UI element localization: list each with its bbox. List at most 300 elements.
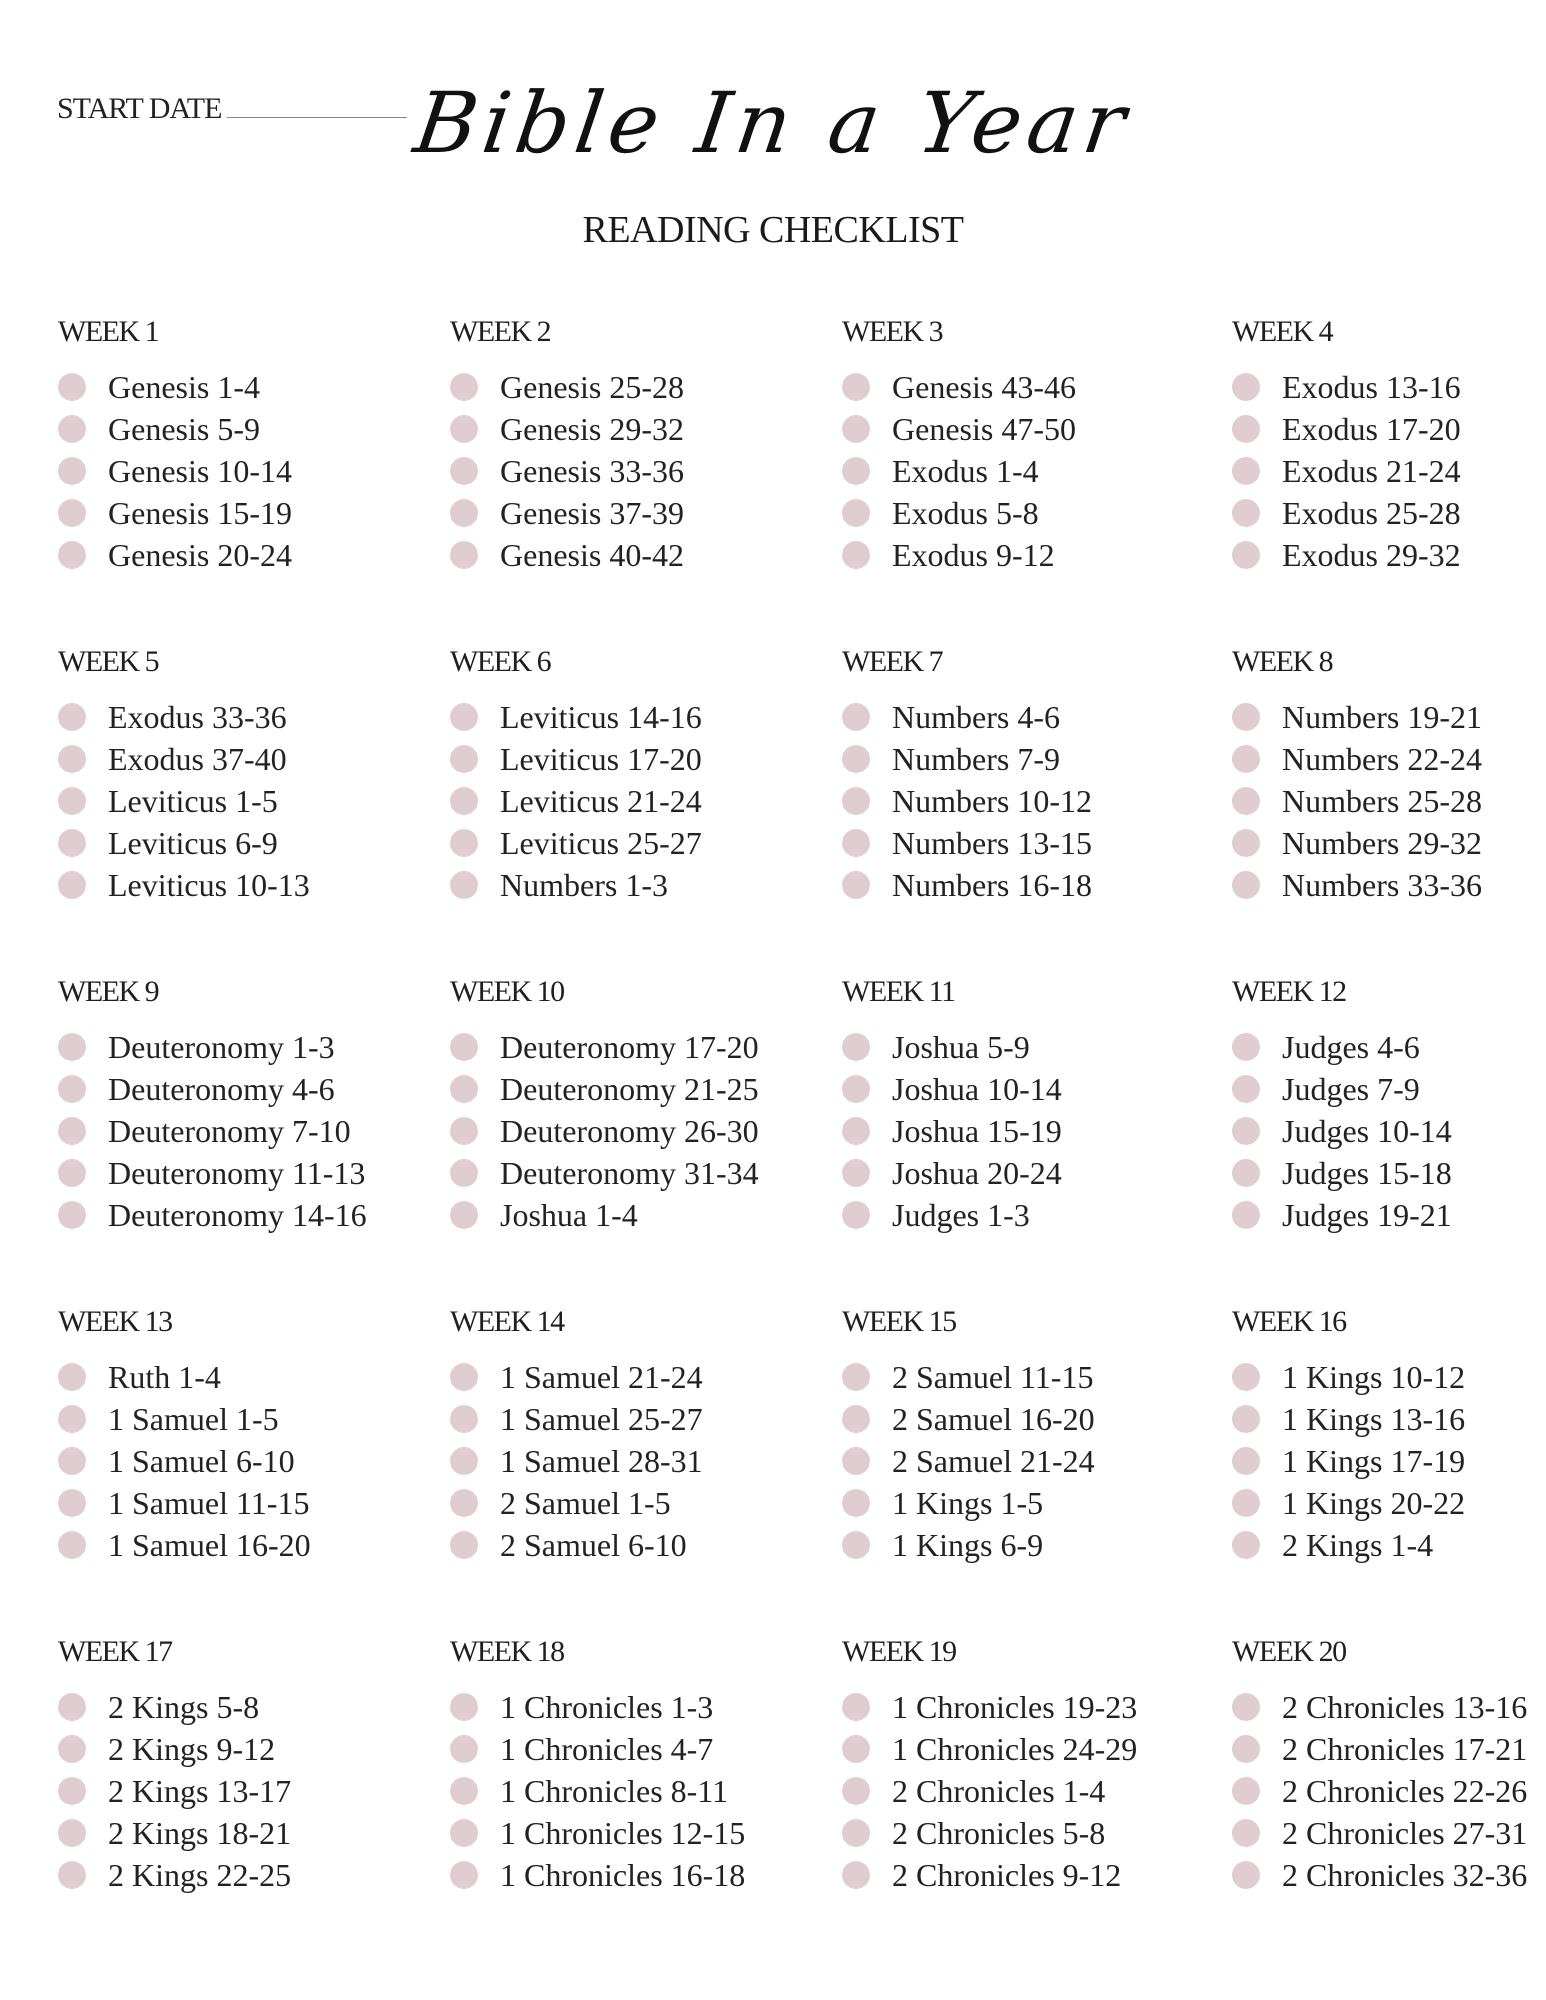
reading-item — [1232, 1194, 1528, 1236]
reading-item — [450, 1524, 842, 1566]
page-title: Bible In a Year — [408, 74, 1138, 172]
reading-label: 2 Samuel 21-24 — [892, 1442, 1095, 1479]
reading-label: Leviticus 6-9 — [108, 824, 278, 861]
week-block — [58, 1302, 450, 1632]
reading-label: 2 Chronicles 32-36 — [1282, 1856, 1528, 1893]
reading-label: Numbers 1-3 — [500, 866, 668, 903]
reading-item — [842, 1440, 1232, 1482]
reading-item — [58, 1482, 450, 1524]
reading-checkbox[interactable] — [842, 1735, 870, 1763]
reading-label: Numbers 29-32 — [1282, 824, 1482, 861]
week-title: WEEK 3 — [842, 315, 943, 348]
reading-checkbox[interactable] — [58, 1033, 86, 1061]
reading-checkbox[interactable] — [1232, 1693, 1260, 1721]
reading-checkbox[interactable] — [58, 1693, 86, 1721]
reading-label: Numbers 19-21 — [1282, 698, 1482, 735]
reading-item — [450, 1152, 842, 1194]
reading-item — [842, 1356, 1232, 1398]
reading-item — [1232, 864, 1528, 906]
reading-checkbox[interactable] — [58, 829, 86, 857]
week-title: WEEK 8 — [1232, 645, 1333, 678]
reading-checkbox[interactable] — [1232, 499, 1260, 527]
reading-checkbox[interactable] — [842, 1489, 870, 1517]
reading-item — [58, 1398, 450, 1440]
reading-checkbox[interactable] — [450, 787, 478, 815]
reading-item — [1232, 1356, 1528, 1398]
reading-checkbox[interactable] — [842, 541, 870, 569]
reading-label: 2 Kings 9-12 — [108, 1730, 276, 1767]
reading-label: 1 Chronicles 8-11 — [500, 1772, 729, 1809]
reading-item — [1232, 534, 1528, 576]
reading-item — [1232, 1854, 1528, 1896]
reading-checkbox[interactable] — [1232, 373, 1260, 401]
reading-label: 1 Samuel 16-20 — [108, 1526, 311, 1563]
reading-label: Genesis 37-39 — [500, 494, 684, 531]
reading-item — [58, 738, 450, 780]
reading-label: Exodus 21-24 — [1282, 452, 1461, 489]
reading-label: Genesis 10-14 — [108, 452, 292, 489]
reading-item — [450, 1854, 842, 1896]
reading-item — [842, 1194, 1232, 1236]
reading-label: 2 Chronicles 13-16 — [1282, 1688, 1528, 1725]
reading-label: 1 Chronicles 24-29 — [892, 1730, 1138, 1767]
reading-item — [842, 1068, 1232, 1110]
reading-label: Genesis 1-4 — [108, 368, 260, 405]
reading-checkbox[interactable] — [1232, 1363, 1260, 1391]
reading-item — [58, 1194, 450, 1236]
reading-checkbox[interactable] — [58, 1489, 86, 1517]
week-title: WEEK 9 — [58, 975, 159, 1008]
reading-item — [58, 780, 450, 822]
reading-checkbox[interactable] — [450, 1447, 478, 1475]
reading-checkbox[interactable] — [842, 1075, 870, 1103]
reading-checkbox[interactable] — [842, 1693, 870, 1721]
reading-item — [842, 1152, 1232, 1194]
reading-checkbox[interactable] — [1232, 1201, 1260, 1229]
reading-checkbox[interactable] — [1232, 787, 1260, 815]
reading-label: 2 Kings 18-21 — [108, 1814, 292, 1851]
reading-label: 1 Chronicles 19-23 — [892, 1688, 1138, 1725]
reading-checkbox[interactable] — [842, 1159, 870, 1187]
week-block — [842, 1302, 1232, 1632]
reading-checkbox[interactable] — [58, 415, 86, 443]
reading-label: 1 Kings 13-16 — [1282, 1400, 1466, 1437]
reading-label: Deuteronomy 11-13 — [108, 1154, 366, 1191]
reading-checkbox[interactable] — [842, 1201, 870, 1229]
reading-item — [58, 534, 450, 576]
reading-checkbox[interactable] — [842, 373, 870, 401]
reading-checkbox[interactable] — [1232, 1075, 1260, 1103]
reading-item — [58, 1770, 450, 1812]
reading-label: Leviticus 10-13 — [108, 866, 310, 903]
reading-checkbox[interactable] — [1232, 1159, 1260, 1187]
reading-item — [1232, 1728, 1528, 1770]
reading-label: Leviticus 1-5 — [108, 782, 278, 819]
reading-label: 2 Samuel 1-5 — [500, 1484, 671, 1521]
reading-item — [1232, 696, 1528, 738]
week-title: WEEK 11 — [842, 975, 955, 1008]
reading-label: 1 Kings 10-12 — [1282, 1358, 1466, 1395]
reading-item — [1232, 1812, 1528, 1854]
reading-label: Genesis 29-32 — [500, 410, 684, 447]
reading-item — [450, 1026, 842, 1068]
reading-label: Leviticus 25-27 — [500, 824, 702, 861]
reading-label: Leviticus 21-24 — [500, 782, 702, 819]
week-block — [1232, 312, 1528, 642]
reading-item — [450, 492, 842, 534]
week-title: WEEK 15 — [842, 1305, 956, 1338]
reading-checkbox[interactable] — [450, 373, 478, 401]
reading-checkbox[interactable] — [1232, 1447, 1260, 1475]
reading-checkbox[interactable] — [450, 499, 478, 527]
reading-checkbox[interactable] — [450, 1117, 478, 1145]
week-title: WEEK 14 — [450, 1305, 564, 1338]
reading-checkbox[interactable] — [842, 1405, 870, 1433]
reading-label: Joshua 20-24 — [892, 1154, 1062, 1191]
reading-checkbox[interactable] — [1232, 457, 1260, 485]
reading-item — [450, 366, 842, 408]
reading-item — [58, 1524, 450, 1566]
reading-item — [450, 1440, 842, 1482]
reading-label: 1 Samuel 11-15 — [108, 1484, 310, 1521]
reading-item — [58, 492, 450, 534]
reading-label: 1 Chronicles 4-7 — [500, 1730, 714, 1767]
reading-checkbox[interactable] — [450, 871, 478, 899]
reading-label: 1 Kings 17-19 — [1282, 1442, 1466, 1479]
reading-checkbox[interactable] — [450, 1075, 478, 1103]
reading-checkbox[interactable] — [842, 415, 870, 443]
reading-item — [58, 822, 450, 864]
reading-item — [58, 366, 450, 408]
week-block — [842, 642, 1232, 972]
week-block — [450, 972, 842, 1302]
reading-item — [58, 1356, 450, 1398]
reading-item — [450, 1398, 842, 1440]
reading-checkbox[interactable] — [58, 1363, 86, 1391]
reading-checkbox[interactable] — [842, 787, 870, 815]
reading-checkbox[interactable] — [58, 1075, 86, 1103]
reading-checkbox[interactable] — [450, 1693, 478, 1721]
reading-checkbox[interactable] — [842, 1447, 870, 1475]
reading-checkbox[interactable] — [58, 745, 86, 773]
reading-checkbox[interactable] — [1232, 1489, 1260, 1517]
reading-label: Joshua 10-14 — [892, 1070, 1062, 1107]
reading-label: 1 Chronicles 16-18 — [500, 1856, 746, 1893]
reading-checkbox[interactable] — [842, 1819, 870, 1847]
reading-checkbox[interactable] — [58, 1819, 86, 1847]
reading-label: 2 Chronicles 1-4 — [892, 1772, 1106, 1809]
reading-checkbox[interactable] — [450, 1819, 478, 1847]
reading-checkbox[interactable] — [450, 1201, 478, 1229]
reading-label: Deuteronomy 14-16 — [108, 1196, 367, 1233]
reading-checkbox[interactable] — [842, 1861, 870, 1889]
reading-item — [842, 780, 1232, 822]
reading-label: Exodus 25-28 — [1282, 494, 1461, 531]
reading-label: Genesis 40-42 — [500, 536, 684, 573]
reading-item — [58, 450, 450, 492]
reading-checkbox[interactable] — [58, 703, 86, 731]
reading-item — [58, 1110, 450, 1152]
week-title: WEEK 13 — [58, 1305, 172, 1338]
reading-checkbox[interactable] — [1232, 415, 1260, 443]
reading-label: Numbers 25-28 — [1282, 782, 1482, 819]
reading-checkbox[interactable] — [1232, 745, 1260, 773]
reading-checkbox[interactable] — [58, 1735, 86, 1763]
reading-checkbox[interactable] — [1232, 1405, 1260, 1433]
reading-checkbox[interactable] — [450, 415, 478, 443]
reading-checkbox[interactable] — [1232, 541, 1260, 569]
reading-label: 1 Samuel 21-24 — [500, 1358, 703, 1395]
reading-label: 1 Samuel 1-5 — [108, 1400, 279, 1437]
reading-checkbox[interactable] — [842, 1363, 870, 1391]
reading-checkbox[interactable] — [842, 829, 870, 857]
reading-label: Deuteronomy 4-6 — [108, 1070, 335, 1107]
reading-checkbox[interactable] — [58, 1201, 86, 1229]
reading-checkbox[interactable] — [842, 1777, 870, 1805]
reading-label: Deuteronomy 17-20 — [500, 1028, 759, 1065]
reading-item — [842, 696, 1232, 738]
reading-label: Numbers 10-12 — [892, 782, 1092, 819]
reading-label: Numbers 22-24 — [1282, 740, 1482, 777]
reading-label: 2 Samuel 11-15 — [892, 1358, 1094, 1395]
reading-item — [842, 822, 1232, 864]
reading-checkbox[interactable] — [1232, 829, 1260, 857]
reading-checkbox[interactable] — [58, 1861, 86, 1889]
reading-checkbox[interactable] — [450, 1735, 478, 1763]
reading-item — [58, 1440, 450, 1482]
reading-checkbox[interactable] — [450, 1489, 478, 1517]
reading-checkbox[interactable] — [58, 457, 86, 485]
reading-label: Exodus 29-32 — [1282, 536, 1461, 573]
reading-item — [58, 408, 450, 450]
weeks-grid — [58, 312, 1528, 1962]
reading-item — [842, 492, 1232, 534]
week-block — [58, 312, 450, 642]
week-block — [1232, 972, 1528, 1302]
reading-item — [1232, 1524, 1528, 1566]
reading-label: Judges 1-3 — [892, 1196, 1030, 1233]
reading-checkbox[interactable] — [58, 787, 86, 815]
reading-item — [58, 1854, 450, 1896]
week-block — [1232, 1302, 1528, 1632]
reading-checkbox[interactable] — [450, 1363, 478, 1391]
reading-checkbox[interactable] — [842, 1531, 870, 1559]
reading-label: Genesis 20-24 — [108, 536, 292, 573]
reading-label: Exodus 37-40 — [108, 740, 287, 777]
reading-label: Exodus 13-16 — [1282, 368, 1461, 405]
reading-item — [1232, 1398, 1528, 1440]
reading-checkbox[interactable] — [450, 457, 478, 485]
reading-checkbox[interactable] — [450, 541, 478, 569]
reading-checkbox[interactable] — [58, 1447, 86, 1475]
reading-item — [450, 1194, 842, 1236]
reading-checkbox[interactable] — [1232, 1033, 1260, 1061]
reading-label: Numbers 33-36 — [1282, 866, 1482, 903]
reading-label: Exodus 33-36 — [108, 698, 287, 735]
week-title: WEEK 4 — [1232, 315, 1333, 348]
week-title: WEEK 1 — [58, 315, 159, 348]
reading-item — [58, 1152, 450, 1194]
reading-item — [842, 1812, 1232, 1854]
reading-checkbox[interactable] — [842, 1033, 870, 1061]
reading-item — [1232, 450, 1528, 492]
week-block — [842, 1632, 1232, 1962]
reading-label: 2 Kings 13-17 — [108, 1772, 292, 1809]
reading-item — [450, 1068, 842, 1110]
reading-checkbox[interactable] — [1232, 1117, 1260, 1145]
reading-label: Genesis 15-19 — [108, 494, 292, 531]
week-title: WEEK 18 — [450, 1635, 564, 1668]
reading-label: Joshua 15-19 — [892, 1112, 1062, 1149]
reading-item — [450, 864, 842, 906]
reading-item — [58, 1068, 450, 1110]
reading-checkbox[interactable] — [58, 871, 86, 899]
reading-label: Genesis 5-9 — [108, 410, 260, 447]
reading-item — [842, 534, 1232, 576]
reading-label: Deuteronomy 21-25 — [500, 1070, 759, 1107]
reading-item — [1232, 1440, 1528, 1482]
reading-item — [450, 1728, 842, 1770]
reading-label: Genesis 43-46 — [892, 368, 1076, 405]
reading-checkbox[interactable] — [450, 745, 478, 773]
reading-checkbox[interactable] — [842, 1117, 870, 1145]
reading-item — [1232, 366, 1528, 408]
week-block — [450, 312, 842, 642]
reading-checkbox[interactable] — [450, 1159, 478, 1187]
reading-label: Numbers 16-18 — [892, 866, 1092, 903]
reading-item — [842, 1686, 1232, 1728]
reading-label: Deuteronomy 7-10 — [108, 1112, 351, 1149]
reading-label: Judges 10-14 — [1282, 1112, 1452, 1149]
reading-checkbox[interactable] — [1232, 1777, 1260, 1805]
reading-item — [450, 1686, 842, 1728]
reading-item — [450, 696, 842, 738]
reading-checkbox[interactable] — [450, 1777, 478, 1805]
week-block — [450, 1302, 842, 1632]
reading-item — [58, 1026, 450, 1068]
reading-item — [58, 1812, 450, 1854]
reading-checkbox[interactable] — [1232, 1819, 1260, 1847]
reading-checkbox[interactable] — [1232, 703, 1260, 731]
reading-label: Genesis 25-28 — [500, 368, 684, 405]
reading-item — [450, 1356, 842, 1398]
reading-item — [1232, 408, 1528, 450]
reading-item — [1232, 738, 1528, 780]
reading-item — [450, 450, 842, 492]
week-block — [1232, 642, 1528, 972]
week-block — [58, 1632, 450, 1962]
week-title: WEEK 12 — [1232, 975, 1346, 1008]
reading-item — [842, 1728, 1232, 1770]
reading-checkbox[interactable] — [1232, 1861, 1260, 1889]
reading-label: 2 Chronicles 22-26 — [1282, 1772, 1528, 1809]
week-title: WEEK 6 — [450, 645, 551, 678]
reading-checkbox[interactable] — [450, 703, 478, 731]
week-block — [842, 972, 1232, 1302]
reading-checkbox[interactable] — [842, 745, 870, 773]
reading-label: 2 Samuel 6-10 — [500, 1526, 687, 1563]
reading-item — [450, 1770, 842, 1812]
reading-label: 1 Chronicles 12-15 — [500, 1814, 746, 1851]
reading-item — [450, 1482, 842, 1524]
week-title: WEEK 7 — [842, 645, 943, 678]
reading-checkbox[interactable] — [842, 871, 870, 899]
reading-item — [842, 1854, 1232, 1896]
reading-label: 2 Chronicles 27-31 — [1282, 1814, 1528, 1851]
reading-label: 2 Kings 22-25 — [108, 1856, 292, 1893]
reading-item — [842, 864, 1232, 906]
reading-item — [1232, 1110, 1528, 1152]
reading-label: Exodus 1-4 — [892, 452, 1039, 489]
reading-label: Exodus 17-20 — [1282, 410, 1461, 447]
reading-label: Leviticus 14-16 — [500, 698, 702, 735]
reading-checkbox[interactable] — [58, 1405, 86, 1433]
reading-item — [450, 780, 842, 822]
week-title: WEEK 10 — [450, 975, 564, 1008]
reading-checkbox[interactable] — [450, 1405, 478, 1433]
reading-item — [842, 1524, 1232, 1566]
reading-checkbox[interactable] — [450, 1861, 478, 1889]
reading-checkbox[interactable] — [58, 1531, 86, 1559]
reading-checkbox[interactable] — [58, 541, 86, 569]
reading-label: Deuteronomy 31-34 — [500, 1154, 759, 1191]
reading-label: 1 Samuel 28-31 — [500, 1442, 703, 1479]
reading-item — [842, 1770, 1232, 1812]
reading-checkbox[interactable] — [58, 1159, 86, 1187]
reading-item — [58, 696, 450, 738]
reading-checkbox[interactable] — [842, 499, 870, 527]
reading-label: 2 Chronicles 5-8 — [892, 1814, 1106, 1851]
reading-label: Exodus 5-8 — [892, 494, 1039, 531]
reading-item — [1232, 492, 1528, 534]
start-date-label: START DATE — [57, 92, 222, 125]
reading-label: 1 Kings 20-22 — [1282, 1484, 1466, 1521]
week-title: WEEK 17 — [58, 1635, 172, 1668]
reading-checkbox[interactable] — [58, 499, 86, 527]
reading-item — [450, 1812, 842, 1854]
reading-checkbox[interactable] — [450, 829, 478, 857]
week-title: WEEK 19 — [842, 1635, 956, 1668]
reading-checkbox[interactable] — [58, 373, 86, 401]
week-block — [842, 312, 1232, 642]
reading-checkbox[interactable] — [842, 457, 870, 485]
reading-label: Judges 15-18 — [1282, 1154, 1452, 1191]
reading-item — [58, 1728, 450, 1770]
reading-item — [842, 366, 1232, 408]
reading-checkbox[interactable] — [842, 703, 870, 731]
reading-item — [1232, 1068, 1528, 1110]
reading-label: Joshua 1-4 — [500, 1196, 638, 1233]
reading-item — [842, 1026, 1232, 1068]
reading-item — [450, 738, 842, 780]
reading-item — [842, 1398, 1232, 1440]
reading-checkbox[interactable] — [1232, 1735, 1260, 1763]
week-title: WEEK 16 — [1232, 1305, 1346, 1338]
reading-checkbox[interactable] — [58, 1117, 86, 1145]
reading-checkbox[interactable] — [1232, 871, 1260, 899]
reading-label: 2 Kings 1-4 — [1282, 1526, 1434, 1563]
page-subtitle: READING CHECKLIST — [582, 209, 964, 251]
week-block — [450, 1632, 842, 1962]
reading-checkbox[interactable] — [58, 1777, 86, 1805]
reading-label: Leviticus 17-20 — [500, 740, 702, 777]
reading-label: Numbers 4-6 — [892, 698, 1060, 735]
week-block — [450, 642, 842, 972]
reading-checkbox[interactable] — [450, 1531, 478, 1559]
reading-checkbox[interactable] — [1232, 1531, 1260, 1559]
reading-item — [1232, 1026, 1528, 1068]
reading-checkbox[interactable] — [450, 1033, 478, 1061]
